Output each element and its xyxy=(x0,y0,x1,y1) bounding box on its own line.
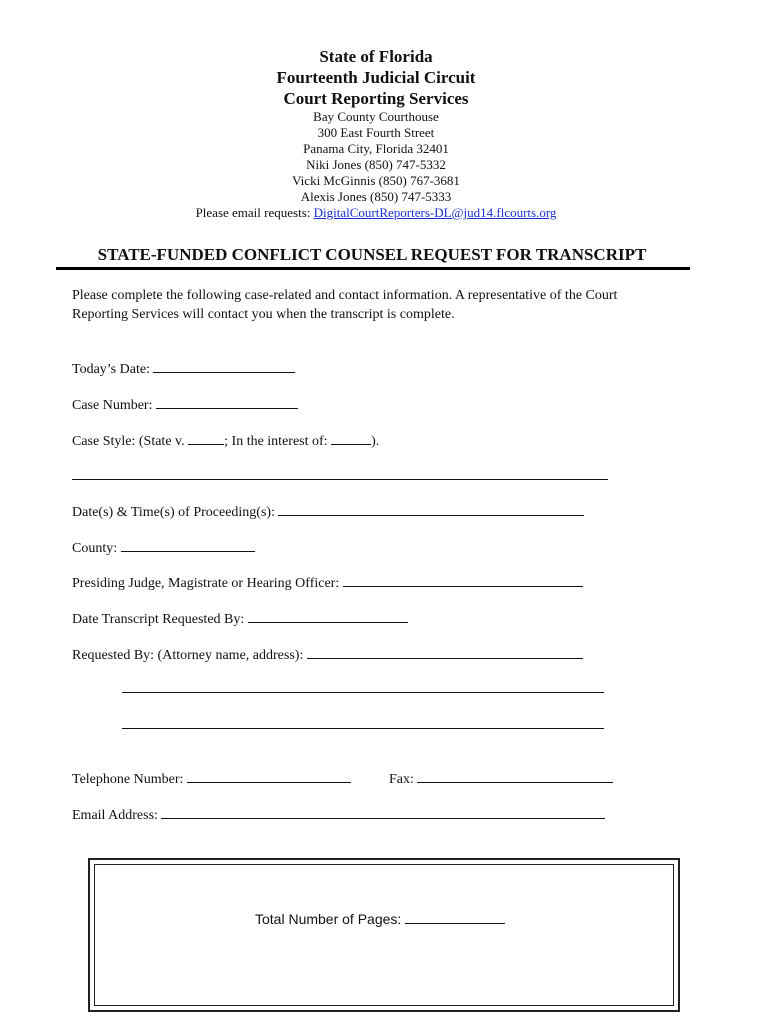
proceedings-blank[interactable] xyxy=(278,501,584,516)
date-requested-row xyxy=(72,608,408,629)
case-style-close: ). xyxy=(371,434,380,449)
telephone-row xyxy=(72,768,351,789)
title-divider xyxy=(56,267,690,270)
fax-label: Fax: xyxy=(389,772,414,787)
address-line-1[interactable] xyxy=(122,692,604,693)
todays-date-label: Today’s Date: xyxy=(72,362,150,377)
total-pages-label: Total Number of Pages: xyxy=(255,911,402,927)
total-pages-blank[interactable] xyxy=(405,909,505,924)
address-street: 300 East Fourth Street xyxy=(317,125,435,140)
email-address-blank[interactable] xyxy=(161,804,605,819)
county-blank[interactable] xyxy=(121,537,255,552)
email-link[interactable]: DigitalCourtReporters-DL@jud14.flcourts.org xyxy=(313,205,557,220)
fax-row xyxy=(389,768,613,789)
interest-of-blank[interactable] xyxy=(331,430,371,445)
letterhead xyxy=(0,46,752,221)
case-style-continuation-line[interactable] xyxy=(72,479,608,480)
todays-date-blank[interactable] xyxy=(153,358,295,373)
todays-date-row xyxy=(72,358,295,379)
case-number-label: Case Number: xyxy=(72,398,153,413)
county-label: County: xyxy=(72,541,118,556)
case-style-row xyxy=(72,430,379,451)
date-requested-label: Date Transcript Requested By: xyxy=(72,612,245,627)
contact-alexis-jones: Alexis Jones (850) 747-5333 xyxy=(300,189,452,204)
requested-by-blank[interactable] xyxy=(307,644,583,659)
judge-label: Presiding Judge, Magistrate or Hearing Officer: xyxy=(72,576,340,591)
telephone-label: Telephone Number: xyxy=(72,772,184,787)
pages-box-inner xyxy=(94,864,674,1006)
form-title: STATE-FUNDED CONFLICT COUNSEL REQUEST FOR TRANSCRIPT xyxy=(97,245,647,264)
state-v-blank[interactable] xyxy=(188,430,224,445)
date-requested-blank[interactable] xyxy=(248,608,408,623)
case-number-blank[interactable] xyxy=(156,394,298,409)
contact-vicki-mcginnis: Vicki McGinnis (850) 767-3681 xyxy=(292,173,460,188)
case-style-interest-label: ; In the interest of: xyxy=(224,434,332,449)
proceedings-row xyxy=(72,501,584,522)
case-style-label: Case Style: (State v. xyxy=(72,434,189,449)
header-service: Court Reporting Services xyxy=(283,89,469,108)
county-row xyxy=(72,537,255,558)
address-courthouse: Bay County Courthouse xyxy=(313,109,439,124)
case-number-row xyxy=(72,394,298,415)
intro-text: Please complete the following case-related and contact information. A representative of the Court Reporting Services will contact you when the transcript is complete. xyxy=(72,288,618,322)
proceedings-label: Date(s) & Time(s) of Proceeding(s): xyxy=(72,505,275,520)
contact-niki-jones: Niki Jones (850) 747-5332 xyxy=(306,157,446,172)
email-row xyxy=(72,804,605,825)
header-circuit: Fourteenth Judicial Circuit xyxy=(276,68,476,87)
header-state: State of Florida xyxy=(319,47,433,66)
telephone-blank[interactable] xyxy=(187,768,351,783)
email-requests-line xyxy=(0,205,752,221)
fax-blank[interactable] xyxy=(417,768,613,783)
email-address-label: Email Address: xyxy=(72,808,158,823)
email-label: Please email requests: xyxy=(195,205,311,220)
address-line-2[interactable] xyxy=(122,728,604,729)
pages-box xyxy=(88,858,680,1012)
total-pages-row xyxy=(255,909,505,927)
judge-blank[interactable] xyxy=(343,572,583,587)
requested-by-row xyxy=(72,644,583,665)
requested-by-label: Requested By: (Attorney name, address): xyxy=(72,648,304,663)
judge-row xyxy=(72,572,583,593)
address-city: Panama City, Florida 32401 xyxy=(303,141,449,156)
